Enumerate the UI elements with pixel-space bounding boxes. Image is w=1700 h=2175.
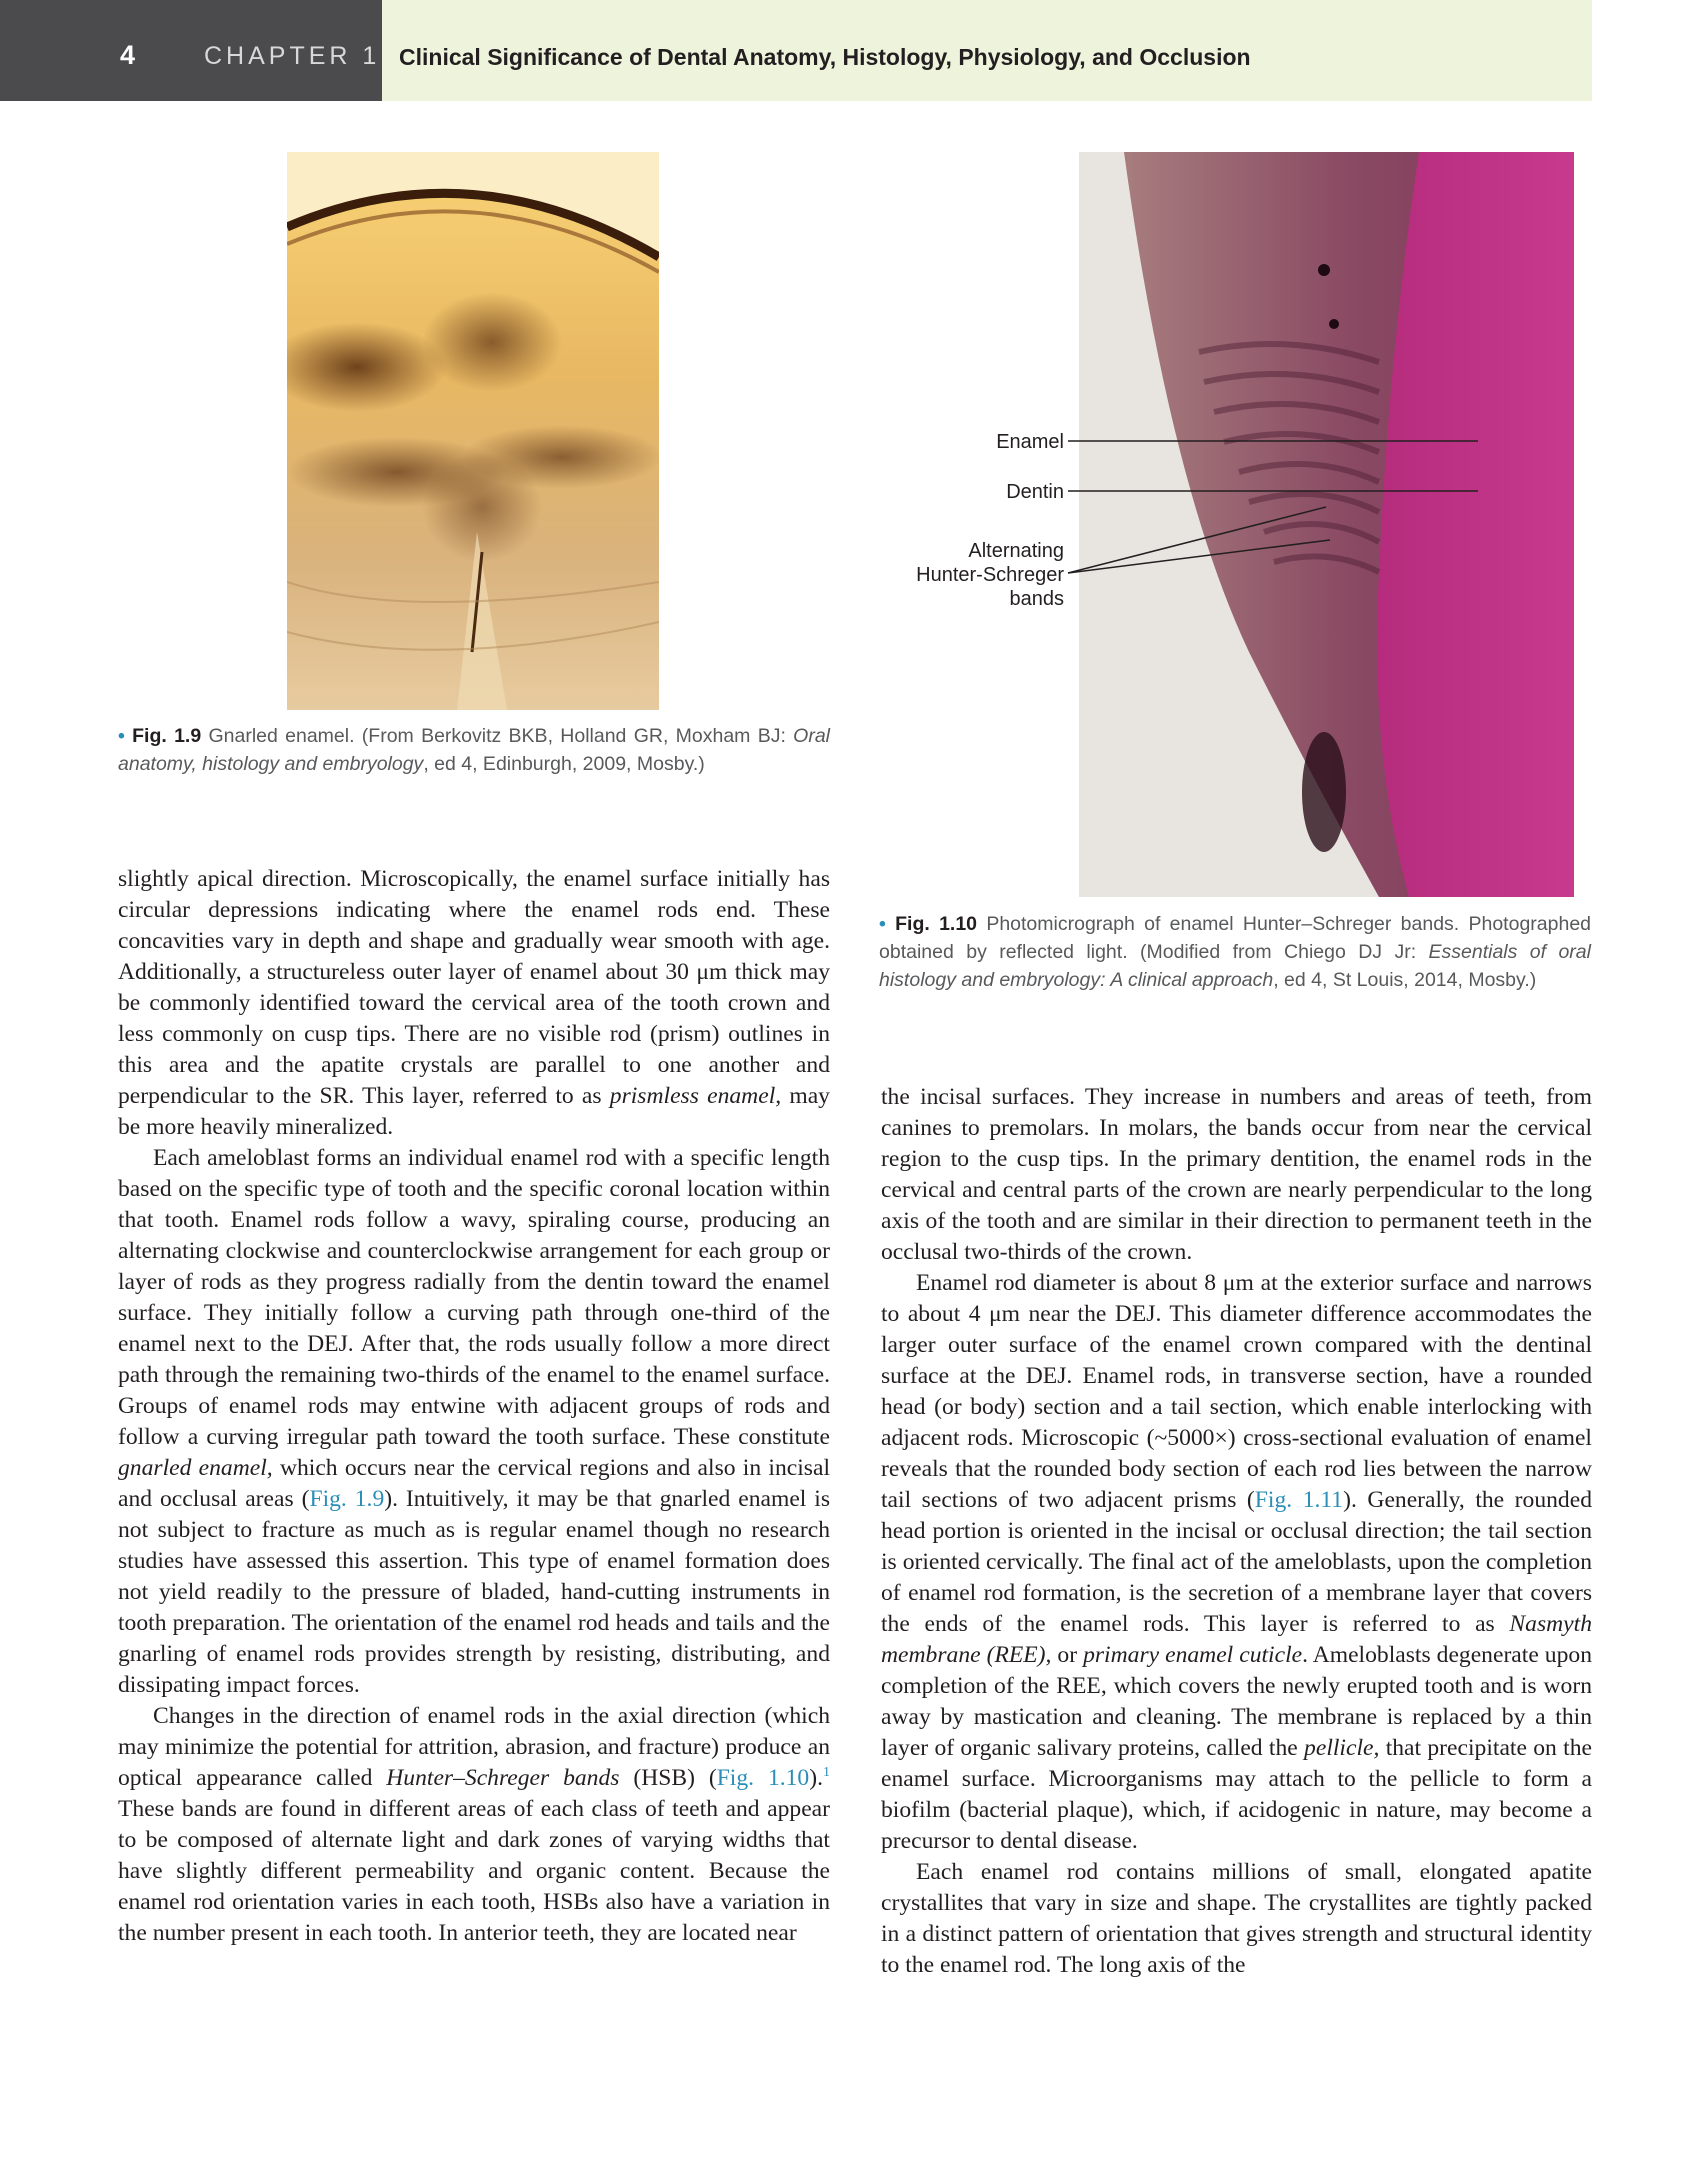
link-fig-1-10[interactable]: Fig. 1.10 xyxy=(716,1765,810,1791)
reference-1-link[interactable]: 1 xyxy=(823,1765,830,1781)
figure-1-10-number: Fig. 1.10 xyxy=(895,913,978,935)
link-fig-1-11[interactable]: Fig. 1.11 xyxy=(1254,1487,1344,1513)
header-chapter-block xyxy=(0,0,382,101)
figure-1-10-image xyxy=(1079,152,1574,897)
figure-1-10-caption: • Fig. 1.10 Photomicrograph of enamel Hunter–Schreger bands. Photographed obtained by reflected light. (Modified from Chiego DJ Jr: Essentials of oral histology and embryology: A clinical approach, ed 4, St Louis, 2014, Mosby.) xyxy=(879,913,1592,991)
link-fig-1-9[interactable]: Fig. 1.9 xyxy=(309,1486,385,1512)
chapter-label: CHAPTER 1 xyxy=(204,42,381,70)
caption-bullet-icon: • xyxy=(879,913,886,935)
chapter-title: Clinical Significance of Dental Anatomy, Histology, Physiology, and Occlusion xyxy=(399,44,1251,70)
label-dentin: Dentin xyxy=(1006,481,1064,503)
caption-bullet-icon: • xyxy=(118,725,125,747)
paragraph: Changes in the direction of enamel rods in the axial direction (which may minimize the potential for attrition, abrasion, and fracture) produce an optical appearance called Hunter–Schreger bands (HSB) (Fig. 1.10).$^1$ These bands are found in different areas of each class of teeth and appear to be composed of alternate light and dark zones of varying widths that have slightly different permeability and organic content. Because the enamel rod orientation varies in each tooth, HSBs also have a variation in the number present in each tooth. In anterior teeth, they are located near xyxy=(118,1703,830,1946)
body-column-left xyxy=(118,864,830,1949)
paragraph: Each enamel rod contains millions of small, elongated apatite crystallites that vary in size and shape. The crystallites are tightly packed in a distinct pattern of orientation that gives strength and structural identity to the enamel rod. The long axis of the xyxy=(881,1859,1592,1978)
header-title-block xyxy=(382,0,1592,101)
paragraph: Each ameloblast forms an individual enamel rod with a specific length based on the specific type of tooth and the specific coronal location within that tooth. Enamel rods follow a wavy, spiraling course, producing an alternating clockwise and counterclockwise arrangement for each group or layer of rods as they progress radially from the dentin toward the enamel surface. They initially follow a curving path through one-third of the enamel next to the DEJ. After that, the rods usually follow a more direct path through the remaining two-thirds of the enamel to the enamel surface. Groups of enamel rods may entwine with adjacent groups of rods and follow a curving irregular path toward the tooth surface. These constitute gnarled enamel, which occurs near the cervical regions and also in incisal and occlusal areas (Fig. 1.9). Intuitively, it may be that gnarled enamel is not subject to fracture as much as is regular enamel though no research studies have assessed this assertion. This type of enamel formation does not yield readily to the pressure of bladed, hand-cutting instruments in tooth preparation. The orientation of the enamel rod heads and tails and the gnarling of enamel rods provides strength by resisting, distributing, and dissipating impact forces. xyxy=(118,1145,831,1698)
label-hunter-schreger-bands: Alternating Hunter-Schreger bands xyxy=(916,540,1064,610)
figure-1-9-image xyxy=(287,152,659,710)
body-column-right xyxy=(881,1082,1592,1981)
paragraph: Enamel rod diameter is about 8 μm at the exterior surface and narrows to about 4 μm near the DEJ. This diameter difference accommodates the larger outer surface of the enamel crown compared with the dentinal surface at the DEJ. Enamel rods, in transverse section, have a rounded head (or body) section and a tail section, which enable interlocking with adjacent rods. Microscopic (~5000×) cross-sectional evaluation of enamel reveals that the rounded body section of each rod lies between the narrow tail sections of two adjacent prisms (Fig. 1.11). Generally, the rounded head portion is oriented in the incisal or occlusal direction; the tail section is oriented cervically. The final act of the ameloblasts, upon the completion of enamel rod formation, is the secretion of a membrane layer that covers the ends of the enamel rods. This layer is referred to as Nasmyth membrane (REE), or primary enamel cuticle. Ameloblasts degenerate upon completion of the REE, which covers the newly erupted tooth and is worn away by mastication and cleaning. The membrane is replaced by a thin layer of organic salivary proteins, called the pellicle, that precipitate on the enamel surface. Microorganisms may attach to the pellicle to form a biofilm (bacterial plaque), which, if acidogenic in nature, may become a precursor to dental disease. xyxy=(881,1270,1592,1854)
figure-1-9-number: Fig. 1.9 xyxy=(132,725,202,747)
label-enamel: Enamel xyxy=(996,431,1064,453)
page-number: 4 xyxy=(120,40,136,70)
paragraph: slightly apical direction. Microscopically, the enamel surface initially has circular depressions indicating where the enamel rods end. These concavities vary in depth and shape and gradually wear smooth with age. Additionally, a structureless outer layer of enamel about 30 μm thick may be commonly identified toward the cervical area of the tooth crown and less commonly on cusp tips. There are no visible rod (prism) outlines in this area and the apatite crystals are parallel to one another and perpendicular to the SR. This layer, referred to as prismless enamel, may be more heavily mineralized. xyxy=(118,866,830,1140)
figure-1-9-caption: • Fig. 1.9 Gnarled enamel. (From Berkovitz BKB, Holland GR, Moxham BJ: Oral anatomy, histology and embryology, ed 4, Edinburgh, 2009, Mosby.) xyxy=(118,725,831,775)
paragraph: the incisal surfaces. They increase in numbers and areas of teeth, from canines to premolars. In molars, the bands occur from near the cervical region to the cusp tips. In the primary dentition, the enamel rods in the cervical and central parts of the crown are nearly perpendicular to the long axis of the tooth and are similar in their direction to permanent teeth in the occlusal two-thirds of the crown. xyxy=(881,1084,1592,1265)
